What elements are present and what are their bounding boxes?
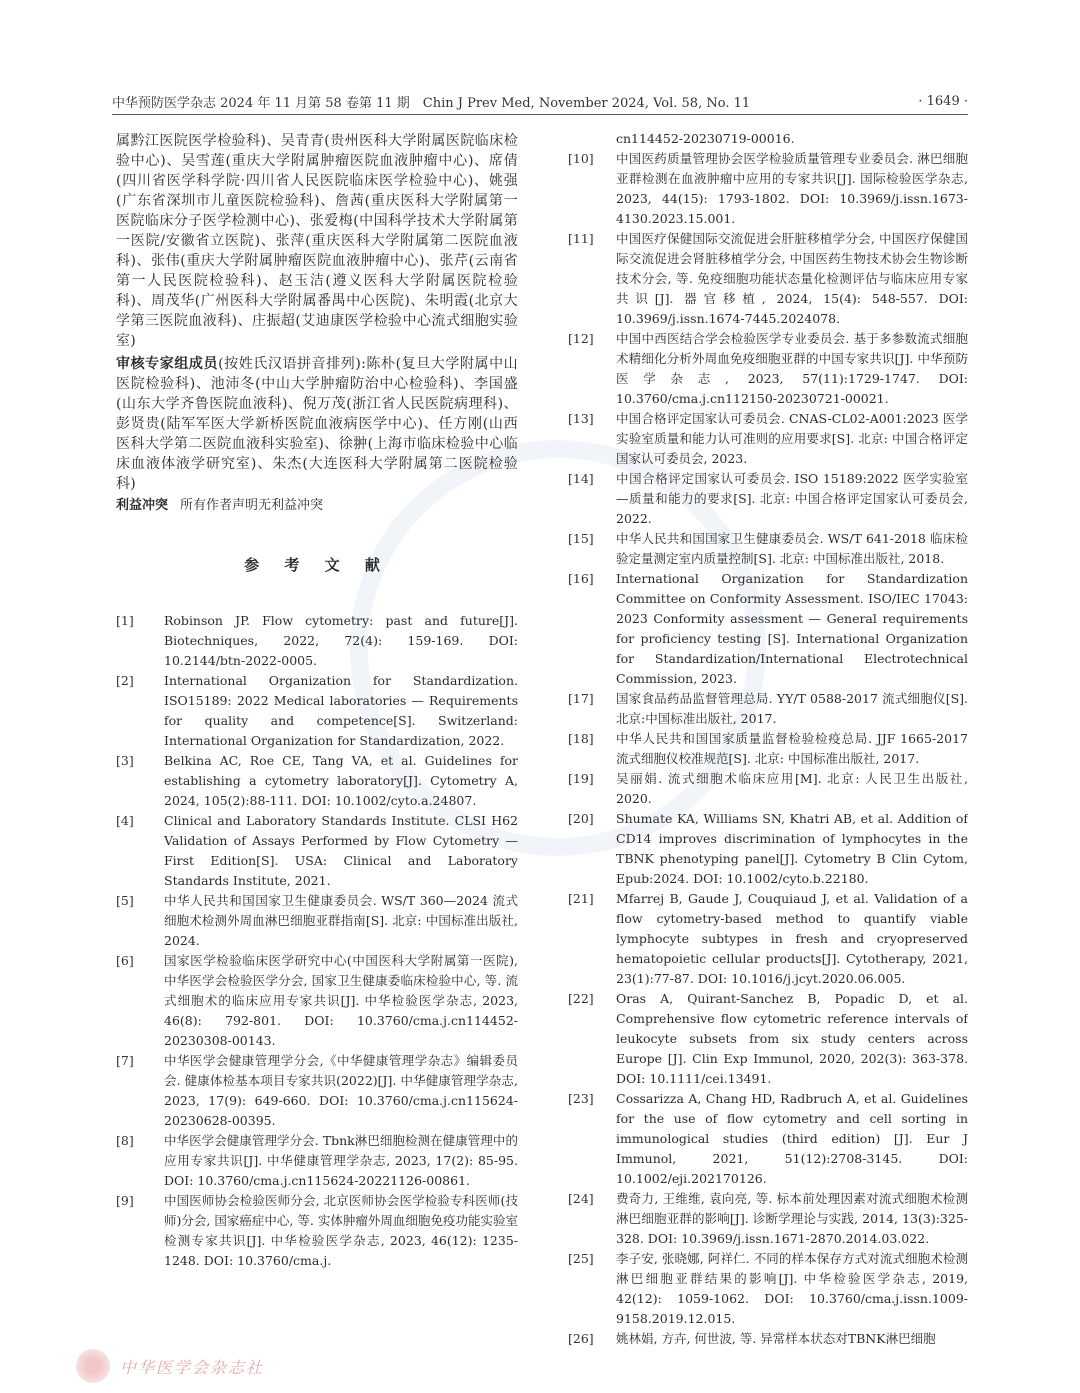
reference-item xyxy=(116,1051,518,1131)
reference-number: [1] xyxy=(116,613,134,628)
reference-text: 中国合格评定国家认可委员会. ISO 15189:2022 医学实验室—质量和能力的要求[S]. 北京: 中国合格评定国家认可委员会, 2022. xyxy=(616,471,968,526)
left-column xyxy=(116,128,518,1357)
reference-item xyxy=(568,1189,968,1249)
reference-number: [18] xyxy=(568,731,594,746)
reference-item xyxy=(568,989,968,1089)
reference-number: [17] xyxy=(568,691,594,706)
reference-number: [3] xyxy=(116,753,134,768)
reference-text: 李子安, 张晓娜, 阿祥仁. 不同的样本保存方式对流式细胞术检测淋巴细胞亚群结果的影响[J]. 中华检验医学杂志, 2019, 42(12): 1059-1062. DOI: 10.3760/cma.j.issn.1009-9158.2019.12.015. xyxy=(616,1251,968,1326)
author-affiliations: 属黔江医院医学检验科)、吴青青(贵州医科大学附属医院临床检验中心)、吴雪莲(重庆大学附属肿瘤医院血液肿瘤中心)、席倩(四川省医学科学院·四川省人民医院临床医学检验中心)、姚强(广东省深圳市儿童医院检验科)、詹茜(重庆医科大学附属第一医院临床分子医学检测中心)、张爱梅(中国科学技术大学附属第一医院/安徽省立医院)、张萍(重庆医科大学附属第二医院血液科)、张伟(重庆大学附属肿瘤医院血液肿瘤中心)、张芹(云南省第一人民医院检验科)、赵玉洁(遵义医科大学附属医院检验科)、周茂华(广州医科大学附属番禺中心医院)、朱明霞(北京大学第三医院血液科)、庄振超(艾迪康医学检验中心流式细胞实验室) xyxy=(116,133,518,349)
reference-item xyxy=(116,811,518,891)
reference-number: [19] xyxy=(568,771,594,786)
reference-list-right xyxy=(568,149,968,1349)
reference-text: 中国医师协会检验医师分会, 北京医师协会医学检验专科医师(技师)分会, 国家癌症中心, 等. 实体肿瘤外周血细胞免疫功能实验室检测专家共识[J]. 中华检验医学杂志, 2023, 46(12): 1235-1248. DOI: 10.3760/cma.j. xyxy=(164,1193,518,1268)
reference-item xyxy=(568,569,968,689)
reference-text: 中国医疗保健国际交流促进会肝脏移植学分会, 中国医疗保健国际交流促进会肾脏移植学分会, 中国医药生物技术协会生物诊断技术分会, 等. 免疫细胞功能状态量化检测评估与临床应用专家共识[J]. 器官移植, 2024, 15(4): 548-557. DOI: 10.3969/j.issn.1674-7445.2024078. xyxy=(616,231,968,326)
reference-text: 中国医药质量管理协会医学检验质量管理专业委员会. 淋巴细胞亚群检测在血液肿瘤中应用的专家共识[J]. 国际检验医学杂志, 2023, 44(15): 1793-1802. DOI: 10.3969/j.issn.1673-4130.2023.15.001. xyxy=(616,151,968,226)
reference-number: [24] xyxy=(568,1191,594,1206)
reference-number: [25] xyxy=(568,1251,594,1266)
reference-number: [12] xyxy=(568,331,594,346)
references-heading: 参 考 文 献 xyxy=(244,556,390,574)
reference-number: [7] xyxy=(116,1053,134,1068)
reference-number: [10] xyxy=(568,151,594,166)
reference-item xyxy=(116,1131,518,1191)
reference-text: 费奇力, 王维维, 袁向亮, 等. 标本前处理因素对流式细胞术检测淋巴细胞亚群的影响[J]. 诊断学理论与实践, 2014, 13(3):325-328. DOI: 10.3969/j.issn.1671-2870.2014.03.022. xyxy=(616,1191,968,1246)
reference-number: [9] xyxy=(116,1193,134,1208)
reference-item xyxy=(568,329,968,409)
reference-item xyxy=(116,1191,518,1271)
reference-item xyxy=(568,409,968,469)
journal-citation: 中华预防医学杂志 2024 年 11 月第 58 卷第 11 期 Chin J Prev Med, November 2024, Vol. 58, No. 11 xyxy=(112,95,751,111)
reference-text: International Organization for Standardization Committee on Conformity Assessment. ISO/IEC 17043: 2023 Conformity assessment — General requirements for proficiency testing [S]. International Organization for Standardization/International Electrotechnical Commission, 2023. xyxy=(616,571,968,686)
reference-text: International Organization for Standardization. ISO15189: 2022 Medical laboratories — Requirements for quality and competence[S]. Switzerland: International Organization for Standardization, 2022. xyxy=(164,673,518,748)
reference-number: [2] xyxy=(116,673,134,688)
conflict-text: 所有作者声明无利益冲突 xyxy=(180,498,324,513)
reference-item xyxy=(568,1329,968,1349)
reference-item xyxy=(116,951,518,1051)
reference-item xyxy=(116,671,518,751)
reference-number: [8] xyxy=(116,1133,134,1148)
reference-number: [20] xyxy=(568,811,594,826)
reference-text: Clinical and Laboratory Standards Institute. CLSI H62 Validation of Assays Performed by Flow Cytometry — First Edition[S]. USA: Clinical and Laboratory Standards Institute, 2021. xyxy=(164,813,518,888)
reference-item xyxy=(568,149,968,229)
reference-text: 国家医学检验临床医学研究中心(中国医科大学附属第一医院), 中华医学会检验医学分会, 国家卫生健康委临床检验中心, 等. 流式细胞术的临床应用专家共识[J]. 中华检验医学杂志, 2023, 46(8): 792-801. DOI: 10.3760/cma.j.cn114452-20230308-00143. xyxy=(164,953,518,1048)
right-column xyxy=(568,128,968,1357)
reference-number: [5] xyxy=(116,893,134,908)
reference-item xyxy=(568,529,968,569)
reference-item xyxy=(568,469,968,529)
reference-number: [11] xyxy=(568,231,594,246)
reference-number: [4] xyxy=(116,813,134,828)
reference-number: [22] xyxy=(568,991,594,1006)
reference-item xyxy=(568,229,968,329)
publisher-logo xyxy=(76,1349,264,1383)
reference-item xyxy=(568,1089,968,1189)
reference-number: [14] xyxy=(568,471,594,486)
reference-text: Oras A, Quirant-Sanchez B, Popadic D, et al. Comprehensive flow cytometric reference intervals of leukocyte subsets from six study centers across Europe [J]. Clin Exp Immunol, 2020, 202(3): 363-378. DOI: 10.1111/cei.13491. xyxy=(616,991,968,1086)
reference-text: Shumate KA, Williams SN, Khatri AB, et al. Addition of CD14 improves discrimination of lymphocytes in the TBNK phenotyping panel[J]. Cytometry B Clin Cytom, Epub:2024. DOI: 10.1002/cyto.b.22180. xyxy=(616,811,968,886)
flower-icon xyxy=(76,1349,110,1383)
reference-number: [13] xyxy=(568,411,594,426)
reference-text: 国家食品药品监督管理总局. YY/T 0588-2017 流式细胞仪[S]. 北京:中国标准出版社, 2017. xyxy=(616,691,968,726)
reference-item xyxy=(568,809,968,889)
reference-item xyxy=(568,769,968,809)
review-panel xyxy=(116,354,518,494)
page-number: · 1649 · xyxy=(918,93,968,109)
reference-text: 中国中西医结合学会检验医学专业委员会. 基于多参数流式细胞术精细化分析外周血免疫细胞亚群的中国专家共识[J]. 中华预防医学杂志, 2023, 57(11):1729-1747. DOI: 10.3760/cma.j.cn112150-20230721-00021. xyxy=(616,331,968,406)
reference-text: 吴丽娟. 流式细胞术临床应用[M]. 北京: 人民卫生出版社, 2020. xyxy=(616,771,968,806)
reference-item xyxy=(568,689,968,729)
reference-text: 中华人民共和国国家卫生健康委员会. WS/T 641-2018 临床检验定量测定室内质量控制[S]. 北京: 中国标准出版社, 2018. xyxy=(616,531,968,566)
reference-number: [23] xyxy=(568,1091,594,1106)
reference-item xyxy=(568,889,968,989)
reference-number: [21] xyxy=(568,891,594,906)
conflict-of-interest xyxy=(116,496,518,516)
review-panel-label: 审核专家组成员 xyxy=(116,356,219,372)
reference-number: [26] xyxy=(568,1331,594,1346)
reference-item xyxy=(116,891,518,951)
reference-text: Mfarrej B, Gaude J, Couquiaud J, et al. Validation of a flow cytometry-based method to quantify viable lymphocyte subtypes in fresh and cryopreserved hematopoietic cellular products[J]. Cytotherapy, 2021, 23(1):77-87. DOI: 10.1016/j.jcyt.2020.06.005. xyxy=(616,891,968,986)
reference-number: [15] xyxy=(568,531,594,546)
reference-text: 中华人民共和国国家质量监督检验检疫总局. JJF 1665-2017 流式细胞仪校准规范[S]. 北京: 中国标准出版社, 2017. xyxy=(616,731,968,766)
reference-item xyxy=(116,751,518,811)
conflict-label: 利益冲突 xyxy=(116,498,169,513)
reference-text: 中华人民共和国国家卫生健康委员会. WS/T 360—2024 流式细胞术检测外周血淋巴细胞亚群指南[S]. 北京: 中国标准出版社, 2024. xyxy=(164,893,518,948)
reference-text: Robinson JP. Flow cytometry: past and future[J]. Biotechniques, 2022, 72(4): 159-169. DOI: 10.2144/btn-2022-0005. xyxy=(164,613,518,668)
publisher-name: 中华医学会杂志社 xyxy=(120,1357,265,1377)
reference-text: 中华医学会健康管理学分会. Tbnk淋巴细胞检测在健康管理中的应用专家共识[J]. 中华健康管理学杂志, 2023, 17(2): 85-95. DOI: 10.3760/cma.j.cn115624-20221126-00861. xyxy=(164,1133,518,1188)
reference-list-left xyxy=(116,611,518,1271)
reference-text: 中国合格评定国家认可委员会. CNAS-CL02-A001:2023 医学实验室质量和能力认可准则的应用要求[S]. 北京: 中国合格评定国家认可委员会, 2023. xyxy=(616,411,968,466)
running-header xyxy=(112,88,968,115)
reference-text: 姚林娟, 方卉, 何世波, 等. 异常样本状态对TBNK淋巴细胞 xyxy=(616,1331,936,1346)
reference-text: Cossarizza A, Chang HD, Radbruch A, et al. Guidelines for the use of flow cytometry and cell sorting in immunological studies (third edition) [J]. Eur J Immunol, 2021, 51(12):2708-3145. DOI: 10.1002/eji.202170126. xyxy=(616,1091,968,1186)
reference-text: 中华医学会健康管理学分会,《中华健康管理学杂志》编辑委员会. 健康体检基本项目专家共识(2022)[J]. 中华健康管理学杂志, 2023, 17(9): 649-660. DOI: 10.3760/cma.j.cn115624-20230628-00395. xyxy=(164,1053,518,1128)
reference-continuation: cn114452-20230719-00016. xyxy=(616,131,795,146)
reference-number: [6] xyxy=(116,953,134,968)
reference-text: Belkina AC, Roe CE, Tang VA, et al. Guidelines for establishing a cytometry laboratory[J]. Cytometry A, 2024, 105(2):88-111. DOI: 10.1002/cyto.a.24807. xyxy=(164,753,518,808)
reference-item xyxy=(116,611,518,671)
reference-number: [16] xyxy=(568,571,594,586)
review-panel-text: (按姓氏汉语拼音排列):陈朴(复旦大学附属中山医院检验科)、池沛冬(中山大学肿瘤防治中心检验科)、李国盛(山东大学齐鲁医院血液科)、倪万茂(浙江省人民医院病理科)、彭贤贵(陆军军医大学新桥医院血液病医学中心)、任方刚(山西医科大学第二医院血液科实验室)、徐翀(上海市临床检验中心临床血液体液学研究室)、朱杰(大连医科大学附属第二医院检验科) xyxy=(116,356,518,492)
reference-item xyxy=(568,729,968,769)
reference-item xyxy=(568,1249,968,1329)
